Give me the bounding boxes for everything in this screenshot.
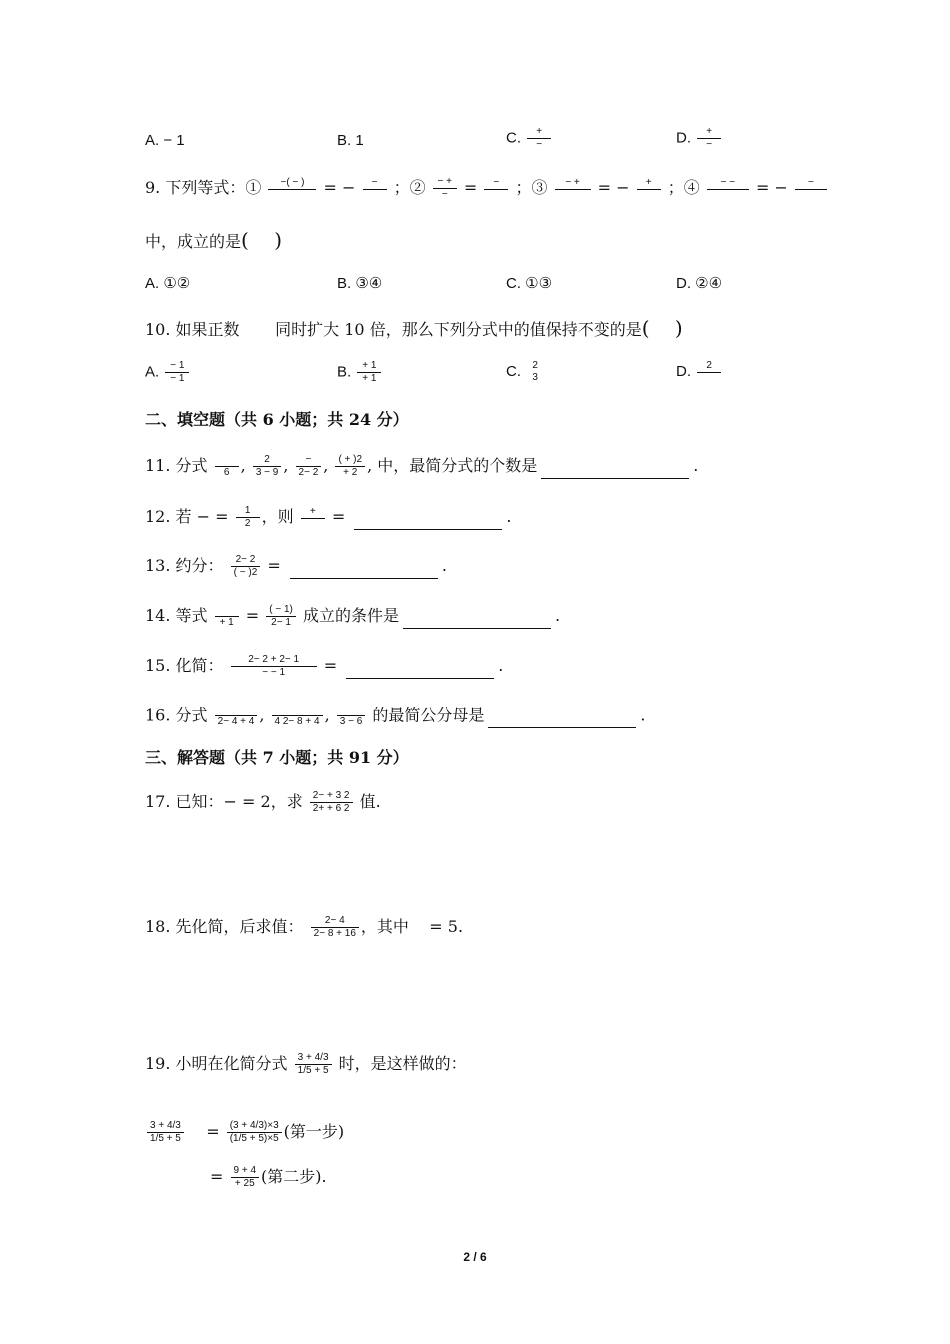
fraction: $\frac{2}{3 - 9}$ — [253, 454, 282, 479]
fraction: $\frac{2- 4}{2- 8 + 16}$ — [311, 915, 359, 940]
q8-option-c: C. $\frac{+}{-}$ — [506, 126, 553, 151]
q18: 18. 先化简，后求值： $\frac{2- 4}{2- 8 + 16}$ ，其中 = 5. — [145, 915, 464, 939]
q12: 12. 若 − = $\frac{1}{2}$ ，则 + = . — [145, 505, 512, 529]
fraction: $\frac{(3 + 4/3)\times 3}{(1/5 + 5)\times 5}$ — [227, 1120, 282, 1145]
q19: 19. 小明在化简分式 $\frac{3 + 4/3}{1/5 + 5}$ 时，是这样做的： — [145, 1052, 467, 1076]
q15: 15. 化简： $\frac{2- 2 + 2- 1}{- - 1}$ = . — [145, 654, 504, 678]
q14: 14. 等式 + 1 = $\frac{( - 1)}{2- 1}$ 成立的条件是 . — [145, 604, 561, 628]
q10-stem: 10. 如果正数 同时扩大 10 倍，那么下列分式中的值保持不变的是( ) — [145, 316, 683, 340]
section-heading-answer: 三、解答题（共 7 小题；共 91 分） — [145, 748, 409, 767]
fraction: − — [363, 177, 387, 201]
q10-option-c: C. 2 3 — [506, 360, 545, 384]
fraction: $\frac{3 + 4/3}{1/5 + 5}$ — [295, 1052, 332, 1077]
fraction: 2− 4 + 4 — [215, 704, 258, 728]
q9-option-a: A. ①② — [145, 275, 191, 292]
fraction: − + — [555, 177, 591, 201]
fraction: $\frac{-}{2- 2}$ — [296, 454, 322, 479]
fraction: 2 — [697, 360, 721, 384]
answer-blank[interactable] — [290, 562, 438, 579]
fraction: $\frac{+}{-}$ — [527, 126, 551, 151]
q10-option-d: D. 2 — [676, 360, 723, 384]
q9-stem-continued: 中，成立的是( ) — [145, 228, 283, 252]
fraction: 3 − 6 — [337, 704, 366, 728]
q11: 11. 分式 6 , $\frac{2}{3 - 9}$ , $\frac{-}{2- 2}$ , $\frac{( + )2}{+ 2}$ , 中，最简分式的个数是 . — [145, 454, 699, 478]
section-heading-fill-in: 二、填空题（共 6 小题；共 24 分） — [145, 410, 409, 429]
fraction: $\frac{( - 1)}{2- 1}$ — [266, 604, 296, 629]
q9-stem: 9. 下列等式：① −( − ) = − − ；② $\frac{- +}{-}$ = − ；③ − + = − + ；④ − − = − − — [145, 176, 829, 201]
fraction: + 1 — [215, 605, 239, 629]
page-number: 2 / 6 — [463, 1250, 487, 1264]
q9-option-b: B. ③④ — [337, 275, 383, 292]
q10-option-a: A. $\frac{- 1}{- 1}$ — [145, 360, 191, 385]
answer-blank[interactable] — [346, 662, 494, 679]
fraction: $\frac{2- + 3 2}{2+ + 6 2}$ — [310, 790, 353, 815]
fraction: − — [795, 177, 827, 201]
fraction: 6 — [215, 455, 239, 479]
answer-blank[interactable] — [354, 513, 502, 530]
fraction: $\frac{1}{2}$ — [236, 505, 260, 530]
q8-option-d: D. $\frac{+}{-}$ — [676, 126, 723, 151]
answer-blank[interactable] — [488, 711, 636, 728]
q8-option-b: B. 1 — [337, 132, 364, 149]
answer-blank[interactable] — [541, 462, 689, 479]
fraction: 2 3 — [532, 360, 538, 383]
fraction: − — [484, 177, 508, 201]
q19-work-step2: = $\frac{9 + 4}{+ 25}$ (第二步). — [210, 1165, 327, 1189]
fraction: $\frac{- +}{-}$ — [433, 176, 457, 201]
answer-blank[interactable] — [403, 612, 551, 629]
q8-option-a: A. − 1 — [145, 132, 185, 149]
fraction: −( − ) — [268, 177, 316, 201]
fraction: $\frac{( + )2}{+ 2}$ — [335, 454, 365, 479]
fraction: − − — [707, 177, 749, 201]
q19-work-step1: $\frac{3 + 4/3}{1/5 + 5}$ = $\frac{(3 + 4/3)\times 3}{(1/5 + 5)\times 5}$ (第一步) — [145, 1120, 344, 1145]
fraction: + — [637, 177, 661, 201]
fraction: $\frac{3 + 4/3}{1/5 + 5}$ — [147, 1120, 184, 1145]
fraction: $\frac{9 + 4}{+ 25}$ — [231, 1165, 260, 1190]
fraction: $\frac{2- 2 + 2- 1}{- - 1}$ — [231, 654, 317, 679]
q16: 16. 分式 2− 4 + 4 , 4 2− 8 + 4 , 3 − 6 的最简公分母是 . — [145, 705, 646, 727]
fraction: 4 2− 8 + 4 — [272, 704, 323, 728]
fraction: $\frac{+ 1}{+ 1}$ — [357, 360, 381, 385]
q17: 17. 已知：− = 2，求 $\frac{2- + 3 2}{2+ + 6 2}$ 值. — [145, 790, 381, 814]
q9-option-d: D. ②④ — [676, 275, 723, 292]
q10-option-b: B. $\frac{+ 1}{+ 1}$ — [337, 360, 383, 385]
fraction: $\frac{2- 2}{( - )2}$ — [231, 554, 261, 579]
q13: 13. 约分： $\frac{2- 2}{( - )2}$ = . — [145, 554, 447, 578]
fraction: + — [301, 506, 325, 530]
fraction: $\frac{- 1}{- 1}$ — [165, 360, 189, 385]
fraction: $\frac{+}{-}$ — [697, 126, 721, 151]
q9-option-c: C. ①③ — [506, 275, 553, 292]
